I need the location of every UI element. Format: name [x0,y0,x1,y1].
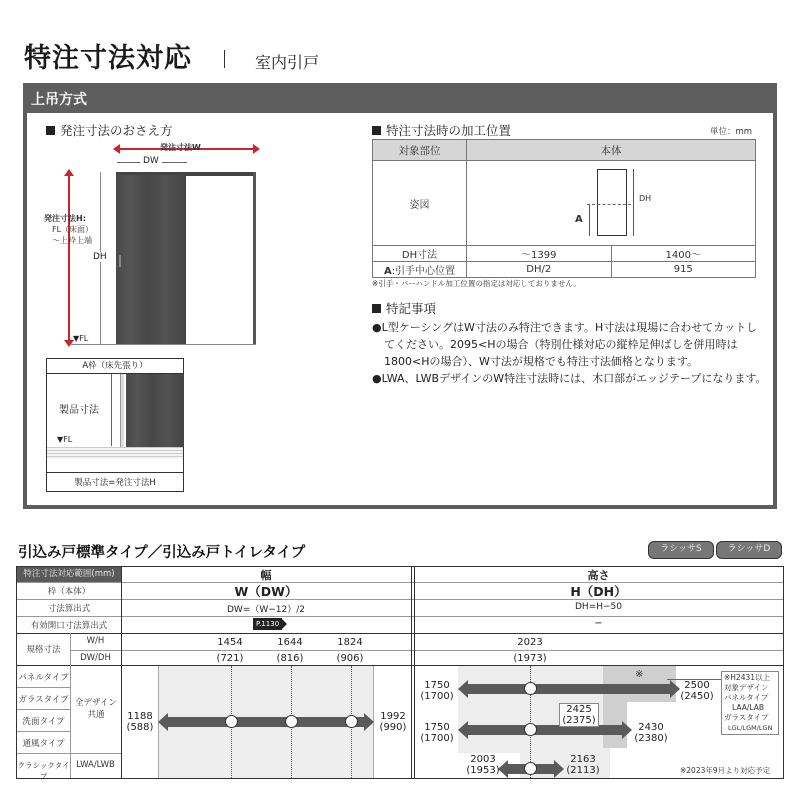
fl-label: ▼FL [73,334,89,343]
title-separator [224,50,225,68]
dwdh-label: DW/DH [80,653,111,663]
special-mark: ※ [635,669,644,680]
design-lwa-lwb: LWA/LWB [76,760,115,770]
width-min: 1188 (588) [126,711,154,733]
width-header: 幅 [260,569,272,582]
floor-layers [47,447,183,459]
square-bullet-icon [372,304,381,313]
square-bullet-icon [46,126,55,135]
std-dw-1: (721) [216,653,244,664]
fig-dh-label: DH [639,194,652,203]
detail-divider [47,472,183,473]
order-h-label: 発注寸法H: [44,214,86,223]
dw-label: DW [140,156,162,166]
height-frame: H（DH） [570,584,627,599]
unit-label: 単位：mm [710,127,753,137]
panel-title: 上吊方式 [23,83,777,113]
handle-center-line [587,204,631,205]
dh-value-high: 1400〜 [611,246,756,262]
height-min-1: 1750 (1700) [420,680,454,702]
figure-label: 姿図 [373,161,467,246]
note-item: ●LWA、LWBデザインのW特注寸法時には、木口部がエッジテープになります。 [372,372,767,385]
height-max-3: 2163 (2113) [566,754,600,776]
detail-box [46,358,184,492]
detail-title: A枠（床先張り） [47,359,183,374]
dh-label: DH [93,252,107,262]
height-footnote: ※2023年9月より対応予定 [680,766,771,775]
header-body: 本体 [467,140,756,161]
type-ventilation: 通風タイプ [22,739,65,749]
detail-caption: 製品寸法=発注寸法H [74,478,156,488]
wh-label: W/H [86,636,105,646]
a-value-low: DH/2 [467,262,612,278]
frame-jamb [253,172,256,344]
opening-formula-label: 有効開口寸法算出式 [30,621,108,631]
lasissa-d-button[interactable]: ラシッサD [716,541,782,559]
header-target: 対象部位 [373,140,467,161]
arrow-right-icon [253,144,260,154]
std-point-icon [285,715,298,728]
formula-label: 寸法算出式 [47,604,91,614]
detail-frame [120,374,124,447]
std-point-icon [345,715,358,728]
page-ref-badge[interactable]: P.1130 [253,618,282,630]
a-value-high: 915 [611,262,756,278]
standard-label: 規格寸法 [26,645,61,655]
std-w-3: 1824 [337,637,363,648]
width-max: 1992 (990) [379,711,407,733]
type-washroom: 洗面タイプ [22,717,65,727]
row-dh-label: DH寸法 [373,246,467,262]
detail-fl-label: ▼FL [57,435,73,444]
door-panel [116,175,186,344]
std-w-1: 1454 [217,637,243,648]
std-point-icon [524,762,537,775]
std-point-icon [524,723,537,736]
order-h-arrow [68,172,70,344]
height-max-2: 2430 (2380) [634,722,668,744]
width-frame: W（DW） [234,584,298,599]
type-panel: パネルタイプ [18,673,69,683]
special-notes [372,300,767,387]
table-footnote: ※引手・バーハンドル加工位置の指定は対応しておりません。 [372,279,581,288]
arrow-up-icon [64,169,74,176]
std-h: 2023 [517,637,543,648]
height-mid: 2425 (2375) [559,703,599,727]
width-range-arrow [167,717,365,727]
detail-door [126,374,184,447]
std-w-2: 1644 [277,637,303,648]
std-dh: (1973) [513,653,547,664]
dh-dim-line [633,169,634,236]
height-header: 高さ [587,569,610,582]
type-glass: ガラスタイプ [18,695,69,705]
height-min-3: 2003 (1953) [466,754,500,776]
order-h-label-3: 〜上枠上端 [52,236,92,245]
processing-heading: 特注寸法時の加工位置 [372,121,511,139]
floor-line [70,344,256,345]
door-outline-icon [597,169,627,236]
std-dw-3: (906) [336,653,364,664]
design-all: 全デザイン共通 [75,698,117,720]
order-h-label-2: FL（床面） [52,225,94,234]
height-max-1: 2500 (2450) [680,680,714,702]
door-handle-icon [119,255,121,267]
notes-heading: 特記事項 [372,300,767,317]
square-bullet-icon [372,126,381,135]
range-table [16,566,784,779]
height-range-arrow-1 [467,684,671,694]
pointer-arrow-icon [281,618,287,630]
callout-box: ※H2431以上 対象デザイン パネルタイプ LAA/LAB ガラスタイプ LGL/LGM/LGN [721,671,779,735]
arrow-left-icon [113,144,120,154]
page-title: 特注寸法対応 [24,43,192,74]
std-point-icon [225,715,238,728]
std-dw-2: (816) [276,653,304,664]
height-opening: − [594,618,603,629]
processing-table [372,139,756,278]
page-subtitle: 室内引戸 [255,53,320,72]
figure-cell [467,161,756,246]
note-item: ●L型ケーシングはW寸法のみ特注できます。H寸法は現場に合わせてカットしてください。2095<Hの場合（特別仕様対応の縦枠足伸ばしを併用時は1800<Hの場合）、W寸法が規格でも特注寸法価格となります。 [372,321,758,368]
product-size-label: 製品寸法 [59,405,99,416]
section-title: 引込み戸標準タイプ／引込み戸トイレタイプ [18,545,306,561]
row-a-label: A:引手中心位置 [373,262,467,278]
order-w-label: 発注寸法W [160,143,201,152]
range-header: 特注寸法対応範囲(mm) [17,567,121,582]
lasissa-s-button[interactable]: ラシッサS [648,541,714,559]
std-point-icon [524,682,537,695]
order-size-heading: 発注寸法のおさえ方 [46,121,173,139]
fig-a-label: A [575,214,583,225]
product-size-line [111,374,112,446]
dh-value-low: 〜1399 [467,246,612,262]
a-dim-line [589,204,590,236]
type-classic: クラシックタイプ [17,761,70,781]
frame-label: 枠（本体） [47,587,91,597]
height-range-arrow-2 [467,725,623,735]
height-formula: DH=H−50 [575,602,622,612]
height-min-2: 1750 (1700) [420,722,454,744]
width-formula: DW=（W−12）/2 [226,605,306,615]
